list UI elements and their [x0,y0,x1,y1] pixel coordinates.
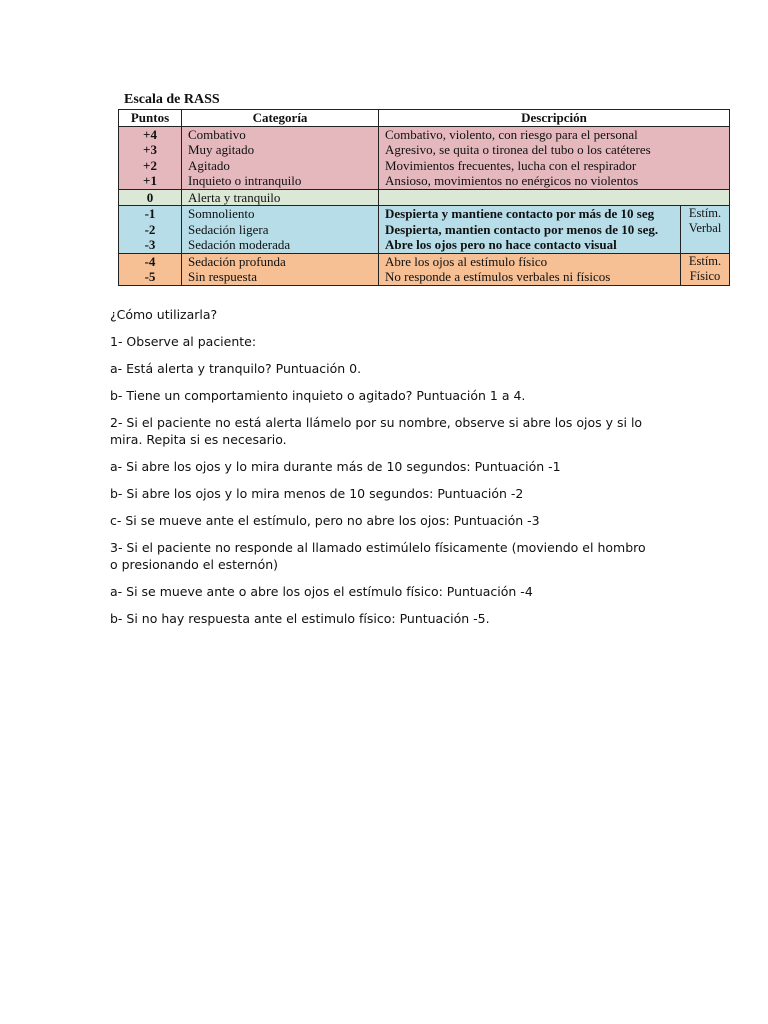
points-cell: -5 [144,269,156,284]
paragraph: a- Está alerta y tranquilo? Puntuación 0. [110,361,362,376]
table-title: Escala de RASS [124,92,220,107]
group-alert [119,190,729,207]
description-column [379,127,729,189]
description-list [379,254,681,285]
description-column [379,254,729,285]
paragraph: 2- Si el paciente no está alerta llámelo por su nombre, observe si abre los ojos y si lo mira. Repita si es necesario. [110,415,643,447]
header-points: Puntos [119,110,182,126]
points-cell: -3 [144,237,156,252]
description-cell: Combativo, violento, con riesgo para el personal [385,126,638,142]
category-cell: Combativo [188,126,246,142]
points-cell: 0 [119,190,182,206]
points-column [119,254,182,285]
category-cell: Agitado [188,157,230,173]
paragraph: b- Si abre los ojos y lo mira menos de 10 segundos: Puntuación -2 [110,486,524,501]
description-cell: Despierta y mantiene contacto por más de 10 seg [385,206,655,221]
description-column [379,206,729,253]
paragraph: b- Tiene un comportamiento inquieto o agitado? Puntuación 1 a 4. [110,388,526,403]
category-cell: Muy agitado [188,142,255,157]
instructions-text [110,306,650,637]
paragraph: c- Si se mueve ante el estímulo, pero no abre los ojos: Puntuación -3 [110,513,540,528]
points-cell: +2 [143,157,157,173]
description-list [379,206,681,253]
stimulus-label-line: Estím. [688,206,722,220]
rass-table [118,109,730,286]
stimulus-label-line: Físico [689,268,721,283]
points-cell: +1 [143,173,157,188]
stimulus-label-line: Verbal [688,221,722,235]
paragraph: b- Si no hay respuesta ante el estimulo físico: Puntuación -5. [110,611,490,626]
description-cell: Abre los ojos al estímulo físico [385,253,548,269]
header-category: Categoría [182,110,379,126]
paragraph: a- Si se mueve ante o abre los ojos el estímulo físico: Puntuación -4 [110,584,533,599]
group-sedation-physical [119,254,729,285]
category-column [182,127,379,189]
category-cell: Sedación moderada [188,237,291,252]
points-cell: -2 [144,221,156,237]
category-cell: Sedación ligera [188,221,269,237]
stimulus-label [681,206,729,253]
points-cell: +4 [143,126,157,142]
header-description: Descripción [521,110,587,125]
category-column [182,206,379,253]
group-sedation-verbal [119,206,729,254]
stimulus-label [681,254,729,285]
description-cell: Despierta, mantien contacto por menos de 10 seg. [385,221,659,237]
paragraph: a- Si abre los ojos y lo mira durante más de 10 segundos: Puntuación -1 [110,459,561,474]
category-cell: Sin respuesta [188,269,257,284]
points-column [119,206,182,253]
description-cell: Movimientos frecuentes, lucha con el respirador [385,157,637,173]
category-cell: Inquieto o intranquilo [188,173,302,188]
paragraph: 3- Si el paciente no responde al llamado estimúlelo físicamente (moviendo el hombro o presionando el esternón) [110,540,646,572]
points-cell: -1 [144,206,156,221]
description-cell: Ansioso, movimientos no enérgicos no violentos [385,173,639,188]
category-cell: Sedación profunda [188,253,286,269]
points-cell: -4 [144,253,156,269]
paragraph: ¿Cómo utilizarla? [110,307,218,322]
description-cell [379,190,729,206]
points-cell: +3 [143,142,157,157]
paragraph: 1- Observe al paciente: [110,334,257,349]
category-cell: Alerta y tranquilo [182,190,379,206]
description-cell: No responde a estímulos verbales ni físicos [385,269,611,284]
description-cell: Agresivo, se quita o tironea del tubo o los catéteres [385,142,651,157]
stimulus-label-line: Estím. [688,253,722,268]
category-column [182,254,379,285]
table-header-row [119,110,729,127]
points-column [119,127,182,189]
category-cell: Somnoliento [188,206,255,221]
group-agitation [119,127,729,190]
description-cell: Abre los ojos pero no hace contacto visual [385,237,617,252]
